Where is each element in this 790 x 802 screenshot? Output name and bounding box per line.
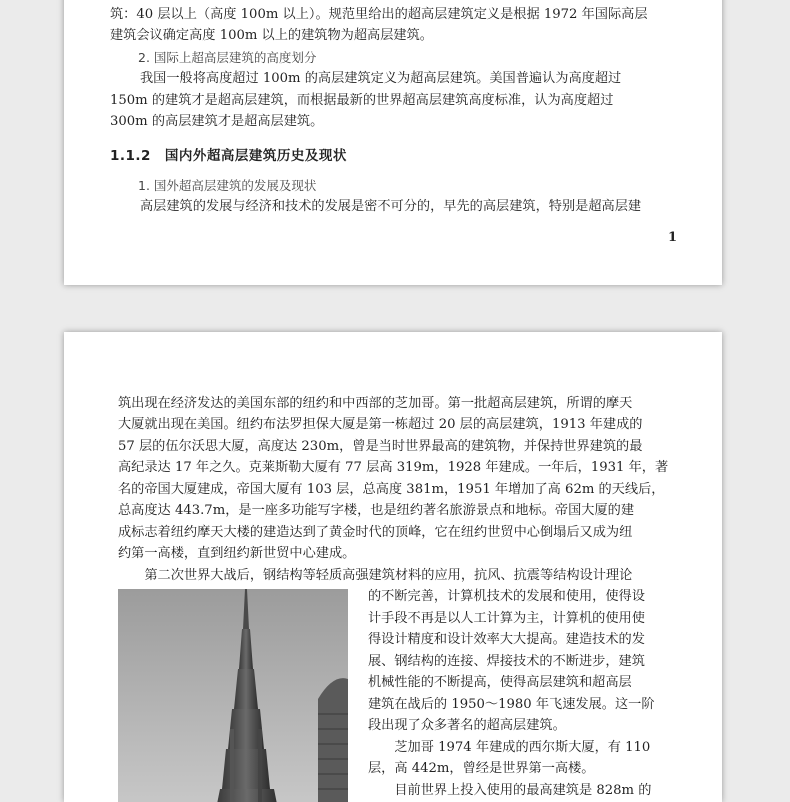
- paragraph-line: 150m 的建筑才是超高层建筑，而根据最新的世界超高层建筑高度标准，认为高度超过: [110, 93, 614, 108]
- paragraph-line: 57 层的伍尔沃思大厦，高度达 230m，曾是当时世界最高的建筑物，并保持世界建筑的最: [118, 439, 643, 454]
- document-page-1: [64, 0, 722, 285]
- paragraph-line: 展、钢结构的连接、焊接技术的不断进步，建筑: [368, 654, 645, 669]
- list-item-2: 2. 国际上超高层建筑的高度划分: [138, 50, 317, 65]
- paragraph-line: 机械性能的不断提高，使得高层建筑和超高层: [368, 675, 632, 690]
- paragraph-line: 第二次世界大战后，钢结构等轻质高强建筑材料的应用，抗风、抗震等结构设计理论: [118, 568, 633, 583]
- paragraph-line: 名的帝国大厦建成，帝国大厦有 103 层，总高度 381m，1951 年增加了高 62m 的天线后，: [118, 482, 665, 497]
- paragraph-line: 约第一高楼，直到纽约新世贸中心建成。: [118, 546, 356, 561]
- list-item-1: 1. 国外超高层建筑的发展及现状: [138, 178, 317, 193]
- paragraph-line: 总高度达 443.7m，是一座多功能写字楼，也是纽约著名旅游景点和地标。帝国大厦的建: [118, 503, 635, 518]
- paragraph-line: 大厦就出现在美国。纽约布法罗担保大厦是第一栋超过 20 层的高层建筑，1913 年建成的: [118, 417, 643, 432]
- paragraph-line: 层，高 442m，曾经是世界第一高楼。: [368, 761, 595, 776]
- paragraph-line: 成标志着纽约摩天大楼的建造达到了黄金时代的顶峰，它在纽约世贸中心倒塌后又成为纽: [118, 525, 633, 540]
- document-page-2: [64, 332, 722, 802]
- paragraph-line: 的不断完善，计算机技术的发展和使用，使得设: [368, 589, 645, 604]
- paragraph-line: 芝加哥 1974 年建成的西尔斯大厦，有 110: [368, 740, 651, 755]
- paragraph-line: 我国一般将高度超过 100m 的高层建筑定义为超高层建筑。美国普遍认为高度超过: [140, 71, 622, 86]
- paragraph-line: 筑出现在经济发达的美国东部的纽约和中西部的芝加哥。第一批超高层建筑，所谓的摩天: [118, 396, 633, 411]
- paragraph-line: 建筑在战后的 1950～1980 年飞速发展。这一阶: [368, 697, 655, 712]
- paragraph-line: 建筑会议确定高度 100m 以上的建筑物为超高层建筑。: [110, 28, 433, 43]
- paragraph-line: 300m 的高层建筑才是超高层建筑。: [110, 114, 324, 129]
- paragraph-line: 高纪录达 17 年之久。克莱斯勒大厦有 77 层高 319m，1928 年建成。一年后，1931 年，著: [118, 460, 669, 475]
- page-number: 1: [668, 230, 678, 245]
- section-heading: 1.1.2 国内外超高层建筑历史及现状: [110, 148, 347, 164]
- paragraph-line: 段出现了众多著名的超高层建筑。: [368, 718, 566, 733]
- paragraph-line: 计手段不再是以人工计算为主，计算机的使用使: [368, 611, 645, 626]
- paragraph-line: 高层建筑的发展与经济和技术的发展是密不可分的，早先的高层建筑，特别是超高层建: [140, 199, 642, 214]
- paragraph-line: 筑：40 层以上（高度 100m 以上）。规范里给出的超高层建筑定义是根据 1972 年国际高层: [110, 7, 648, 22]
- skyscraper-photo: [118, 589, 348, 802]
- paragraph-line: 目前世界上投入使用的最高建筑是 828m 的: [368, 783, 652, 798]
- paragraph-line: 得设计精度和设计效率大大提高。建造技术的发: [368, 632, 645, 647]
